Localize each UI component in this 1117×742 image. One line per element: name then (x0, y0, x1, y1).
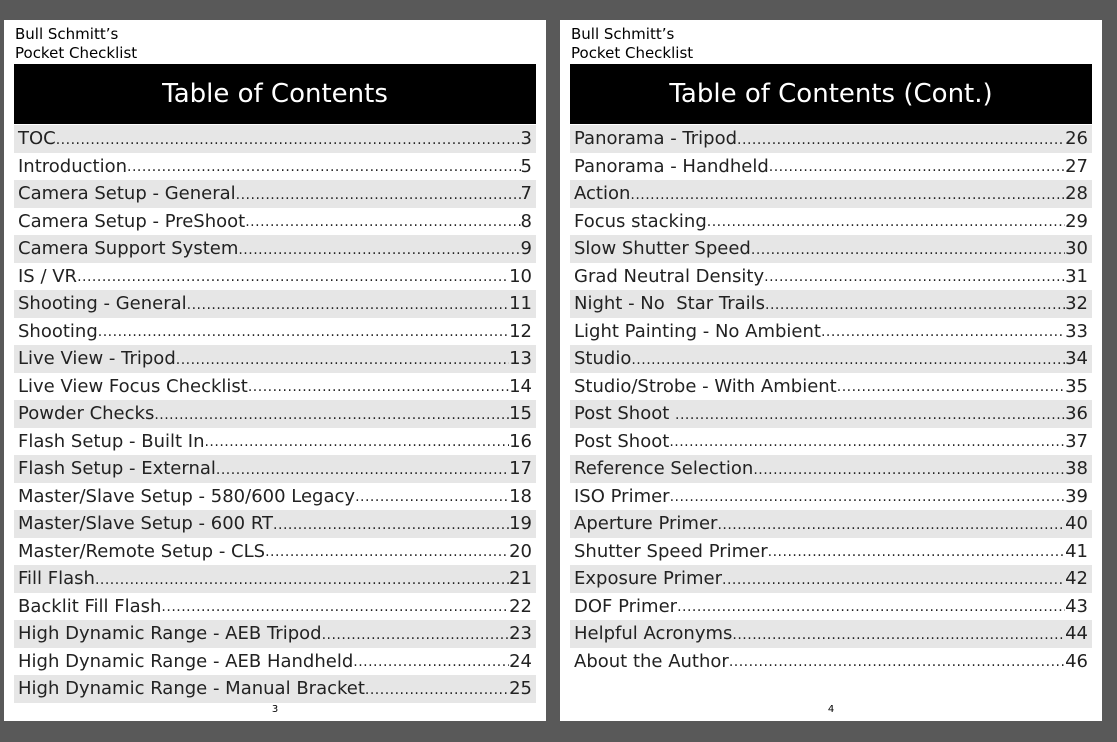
toc-entry-label: DOF Primer (574, 595, 678, 617)
toc-entry-label: Focus stacking (574, 210, 707, 232)
header-line2: Pocket Checklist (15, 44, 138, 62)
toc-entry-label: Shooting - General (18, 293, 187, 315)
toc-entry-label: IS / VR (18, 265, 78, 287)
toc-entry-page: 26 (1065, 128, 1088, 150)
dot-leader (154, 407, 509, 423)
dot-leader (236, 187, 521, 203)
toc-entry-page: 35 (1065, 375, 1088, 397)
dot-leader (216, 462, 509, 478)
dot-leader (365, 682, 509, 698)
toc-entry-label: Backlit Fill Flash (18, 595, 162, 617)
toc-entry-label: Live View Focus Checklist (18, 375, 248, 397)
toc-entry-page: 30 (1065, 238, 1088, 260)
toc-entry-page: 14 (509, 375, 532, 397)
dot-leader (630, 187, 1065, 203)
toc-entry-page: 33 (1065, 320, 1088, 342)
toc-entry-label: Live View - Tripod (18, 348, 176, 370)
toc-entry[interactable] (14, 593, 536, 621)
dot-leader (631, 352, 1065, 368)
dot-leader (238, 242, 520, 258)
toc-entry-page: 46 (1065, 650, 1088, 672)
dot-leader (95, 572, 509, 588)
toc-entry[interactable] (570, 290, 1092, 318)
toc-entry[interactable] (570, 400, 1092, 428)
dot-leader (717, 517, 1065, 533)
toc-entry[interactable] (570, 318, 1092, 346)
toc-entry-page: 29 (1065, 210, 1088, 232)
toc-entry-label: Introduction (18, 155, 128, 177)
toc-entry-page: 17 (509, 458, 532, 480)
toc-entry-page: 27 (1065, 155, 1088, 177)
toc-entry-page: 15 (509, 403, 532, 425)
toc-entry[interactable] (570, 483, 1092, 511)
toc-entry[interactable] (14, 483, 536, 511)
toc-entry[interactable] (570, 373, 1092, 401)
toc-entry[interactable] (14, 373, 536, 401)
toc-entry-label: High Dynamic Range - AEB Tripod (18, 623, 322, 645)
toc-entry-page: 24 (509, 650, 532, 672)
toc-entry[interactable] (14, 565, 536, 593)
toc-title: Table of Contents (Cont.) (570, 64, 1092, 124)
toc-entry[interactable] (570, 620, 1092, 648)
dot-leader (322, 627, 510, 643)
toc-entry[interactable] (14, 428, 536, 456)
page-number: 4 (827, 704, 835, 715)
toc-entry-page: 40 (1065, 513, 1088, 535)
toc-entry-label: ISO Primer (574, 485, 670, 507)
toc-entry-label: Shutter Speed Primer (574, 540, 768, 562)
toc-entry-page: 34 (1065, 348, 1088, 370)
dot-leader (729, 654, 1065, 670)
toc-entry-page: 3 (520, 128, 532, 150)
dot-leader (265, 544, 509, 560)
toc-entry-label: High Dynamic Range - AEB Handheld (18, 650, 354, 672)
toc-entry[interactable] (14, 180, 536, 208)
toc-entry[interactable] (14, 510, 536, 538)
toc-entry-label: Light Painting - No Ambient (574, 320, 821, 342)
toc-entry[interactable] (14, 345, 536, 373)
toc-entry-page: 11 (509, 293, 532, 315)
toc-entry-label: Studio/Strobe - With Ambient (574, 375, 837, 397)
toc-entry-label: Reference Selection (574, 458, 754, 480)
dot-leader (751, 242, 1065, 258)
dot-leader (722, 572, 1065, 588)
toc-entry-page: 31 (1065, 265, 1088, 287)
toc-entry-page: 42 (1065, 568, 1088, 590)
dot-leader (737, 132, 1065, 148)
toc-entry[interactable] (570, 235, 1092, 263)
toc-entry-page: 21 (509, 568, 532, 590)
toc-entry[interactable] (14, 125, 536, 153)
toc-entry-label: Shooting (18, 320, 98, 342)
toc-entry[interactable] (14, 538, 536, 566)
dot-leader (707, 214, 1065, 230)
toc-entry-page: 41 (1065, 540, 1088, 562)
dot-leader (670, 489, 1066, 505)
toc-entry[interactable] (570, 153, 1092, 181)
toc-entry-page: 23 (509, 623, 532, 645)
toc-entry-label: Slow Shutter Speed (574, 238, 751, 260)
dot-leader (187, 297, 509, 313)
toc-entry[interactable] (14, 153, 536, 181)
dot-leader (732, 627, 1065, 643)
toc-entry-page: 18 (509, 485, 532, 507)
toc-entry-page: 36 (1065, 403, 1088, 425)
toc-entry-label: Fill Flash (18, 568, 95, 590)
page-header (571, 25, 693, 63)
toc-entry-page: 39 (1065, 485, 1088, 507)
dot-leader (245, 214, 520, 230)
toc-list (570, 125, 1092, 675)
toc-entry-label: Grad Neutral Density (574, 265, 765, 287)
toc-entry-label: Helpful Acronyms (574, 623, 733, 645)
toc-entry[interactable] (14, 235, 536, 263)
dot-leader (355, 489, 509, 505)
toc-entry-page: 8 (520, 210, 532, 232)
toc-entry-label: Camera Support System (18, 238, 239, 260)
toc-entry-label: Exposure Primer (574, 568, 722, 590)
dot-leader (248, 379, 509, 395)
toc-entry-page: 25 (509, 678, 532, 700)
header-line1: Bull Schmitt’s (15, 25, 119, 43)
toc-entry-label: Camera Setup - PreShoot (18, 210, 246, 232)
dot-leader (273, 517, 509, 533)
toc-entry-page: 20 (509, 540, 532, 562)
toc-entry-label: Master/Slave Setup - 600 RT (18, 513, 274, 535)
dot-leader (56, 132, 521, 148)
toc-entry[interactable] (570, 510, 1092, 538)
toc-entry[interactable] (14, 400, 536, 428)
toc-entry-page: 43 (1065, 595, 1088, 617)
toc-entry-label: Night - No Star Trails (574, 293, 766, 315)
toc-entry-page: 22 (509, 595, 532, 617)
toc-entry-label: Action (574, 183, 631, 205)
toc-entry[interactable] (14, 290, 536, 318)
toc-entry[interactable] (570, 455, 1092, 483)
toc-entry[interactable] (14, 455, 536, 483)
dot-leader (127, 159, 521, 175)
dot-leader (204, 434, 509, 450)
dot-leader (176, 352, 509, 368)
toc-entry-page: 32 (1065, 293, 1088, 315)
toc-entry-label: Master/Slave Setup - 580/600 Legacy (18, 485, 356, 507)
toc-entry-label: Studio (574, 348, 632, 370)
dot-leader (765, 297, 1065, 313)
left-page (4, 20, 546, 721)
toc-entry-page: 28 (1065, 183, 1088, 205)
dot-leader (768, 544, 1065, 560)
dot-leader (669, 434, 1065, 450)
toc-entry[interactable] (570, 345, 1092, 373)
toc-entry-label: Aperture Primer (574, 513, 718, 535)
header-line1: Bull Schmitt’s (571, 25, 675, 43)
toc-entry-label: Panorama - Tripod (574, 128, 738, 150)
toc-title: Table of Contents (14, 64, 536, 124)
dot-leader (353, 654, 509, 670)
toc-entry[interactable] (14, 648, 536, 676)
toc-entry-page: 7 (520, 183, 532, 205)
toc-entry-page: 5 (520, 155, 532, 177)
right-page (560, 20, 1102, 721)
dot-leader (677, 599, 1065, 615)
toc-entry[interactable] (14, 208, 536, 236)
toc-entry[interactable] (570, 648, 1092, 676)
page-header (15, 25, 137, 63)
toc-entry-page: 37 (1065, 430, 1088, 452)
toc-entry[interactable] (570, 125, 1092, 153)
dot-leader (837, 379, 1065, 395)
toc-entry-label: Camera Setup - General (18, 183, 236, 205)
header-line2: Pocket Checklist (571, 44, 694, 62)
toc-entry[interactable] (14, 263, 536, 291)
toc-entry-page: 12 (509, 320, 532, 342)
toc-entry-page: 10 (509, 265, 532, 287)
toc-entry-page: 19 (509, 513, 532, 535)
dot-leader (821, 324, 1065, 340)
dot-leader (98, 324, 509, 340)
dot-leader (675, 407, 1065, 423)
toc-entry[interactable] (14, 318, 536, 346)
toc-entry-label: About the Author (574, 650, 729, 672)
toc-entry-label: Post Shoot (574, 430, 670, 452)
toc-entry-label: Panorama - Handheld (574, 155, 769, 177)
dot-leader (753, 462, 1065, 478)
toc-entry-label: Flash Setup - Built In (18, 430, 205, 452)
toc-entry[interactable] (570, 180, 1092, 208)
toc-entry[interactable] (570, 428, 1092, 456)
dot-leader (769, 159, 1065, 175)
toc-entry-page: 38 (1065, 458, 1088, 480)
toc-entry[interactable] (570, 538, 1092, 566)
dot-leader (764, 269, 1065, 285)
toc-entry[interactable] (570, 593, 1092, 621)
toc-entry[interactable] (570, 208, 1092, 236)
toc-entry[interactable] (570, 565, 1092, 593)
toc-entry-page: 44 (1065, 623, 1088, 645)
toc-entry-label: Flash Setup - External (18, 458, 216, 480)
toc-entry-page: 9 (520, 238, 532, 260)
toc-list (14, 125, 536, 703)
toc-entry-label: TOC (18, 128, 56, 150)
toc-entry[interactable] (14, 675, 536, 703)
dot-leader (77, 269, 509, 285)
page-number: 3 (271, 704, 279, 715)
toc-entry-page: 16 (509, 430, 532, 452)
toc-entry-label: Powder Checks (18, 403, 155, 425)
toc-entry-label: Post Shoot (574, 403, 676, 425)
dot-leader (161, 599, 509, 615)
toc-entry-label: Master/Remote Setup - CLS (18, 540, 266, 562)
toc-entry[interactable] (570, 263, 1092, 291)
toc-entry-page: 13 (509, 348, 532, 370)
toc-entry-label: High Dynamic Range - Manual Bracket (18, 678, 365, 700)
toc-entry[interactable] (14, 620, 536, 648)
